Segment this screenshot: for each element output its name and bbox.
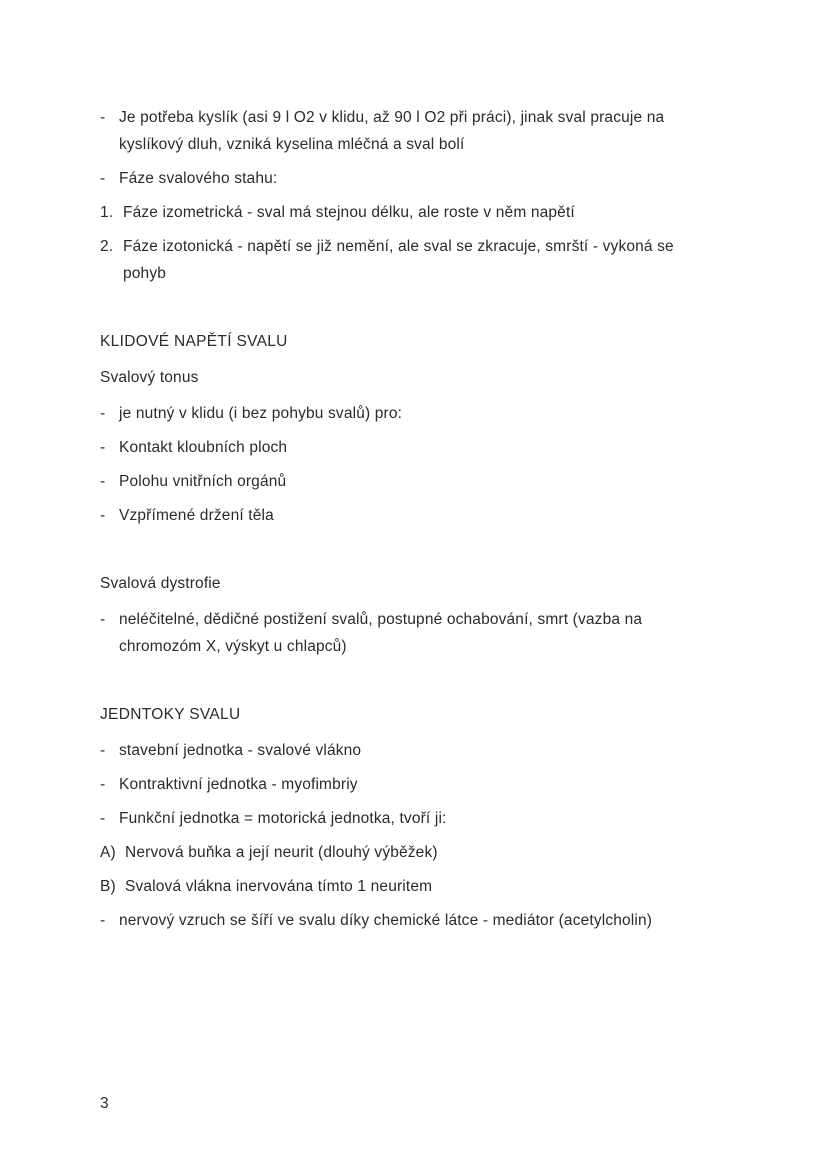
list-item [100,400,694,427]
number-marker: 2. [100,238,114,255]
list-item-text: Svalová vlákna inervována tímto 1 neuritem [125,878,433,895]
dash-bullet-icon: - [100,439,106,456]
page-number: 3 [100,1095,109,1112]
section-jednotky [100,701,694,934]
dash-bullet-icon: - [100,912,106,929]
section-subheading: Svalová dystrofie [100,575,221,592]
list-item-text: Fáze izometrická - sval má stejnou délku, ale roste v něm napětí [123,204,575,221]
list-item-text: nervový vzruch se šíří ve svalu díky chemické látce - mediátor (acetylcholin) [119,912,653,929]
list-item-text: Fáze svalového stahu: [119,170,278,187]
spacer [100,764,694,771]
spacer [100,900,694,907]
number-marker: 1. [100,204,114,221]
section-heading: JEDNTOKY SVALU [100,706,241,723]
list-item [100,737,694,764]
section-spacer [100,660,694,701]
list-item [100,233,694,287]
list-item-text: Vzpřímené držení těla [119,507,274,524]
list-item [100,502,694,529]
dash-bullet-icon: - [100,611,106,628]
spacer [100,495,694,502]
list-item [100,165,694,192]
list-item [100,199,694,226]
section-spacer [100,529,694,570]
spacer [100,355,694,364]
list-item [100,104,694,158]
dash-bullet-icon: - [100,742,106,759]
list-item-text: neléčitelné, dědičné postižení svalů, postupné ochabování, smrt (vazba na chromozóm X, výskyt u chlapců) [119,611,643,655]
list-item [100,771,694,798]
spacer [100,158,694,165]
list-item-text: Funkční jednotka = motorická jednotka, tvoří ji: [119,810,447,827]
list-item-text: Kontakt kloubních ploch [119,439,288,456]
letter-marker: B) [100,878,116,895]
list-item [100,907,694,934]
spacer [100,832,694,839]
list-item [100,839,694,866]
spacer [100,461,694,468]
list-item [100,468,694,495]
letter-marker: A) [100,844,116,861]
list-item [100,606,694,660]
spacer [100,866,694,873]
section-intro [100,104,694,287]
dash-bullet-icon: - [100,109,106,126]
list-item [100,873,694,900]
list-item-text: Je potřeba kyslík (asi 9 l O2 v klidu, až 90 l O2 při práci), jinak sval pracuje na kyslíkový dluh, vzniká kyselina mléčná a sval bolí [119,109,665,153]
dash-bullet-icon: - [100,405,106,422]
list-item-text: je nutný v klidu (i bez pohybu svalů) pro: [119,405,403,422]
list-item-text: stavební jednotka - svalové vlákno [119,742,362,759]
page-content [100,104,694,934]
section-dystrofie [100,570,694,660]
list-item [100,434,694,461]
list-item-text: Fáze izotonická - napětí se již nemění, ale sval se zkracuje, smrští - vykoná se pohyb [123,238,674,282]
spacer [100,226,694,233]
spacer [100,728,694,737]
section-spacer [100,287,694,328]
dash-bullet-icon: - [100,170,106,187]
list-item-text: Nervová buňka a její neurit (dlouhý výběžek) [125,844,438,861]
spacer [100,798,694,805]
spacer [100,192,694,199]
section-klidove-napeti [100,328,694,529]
spacer [100,427,694,434]
list-item-text: Polohu vnitřních orgánů [119,473,287,490]
section-heading: KLIDOVÉ NAPĚTÍ SVALU [100,333,288,350]
dash-bullet-icon: - [100,507,106,524]
dash-bullet-icon: - [100,776,106,793]
spacer [100,391,694,400]
dash-bullet-icon: - [100,473,106,490]
list-item [100,805,694,832]
spacer [100,597,694,606]
list-item-text: Kontraktivní jednotka - myofimbriy [119,776,358,793]
dash-bullet-icon: - [100,810,106,827]
section-subheading: Svalový tonus [100,369,199,386]
